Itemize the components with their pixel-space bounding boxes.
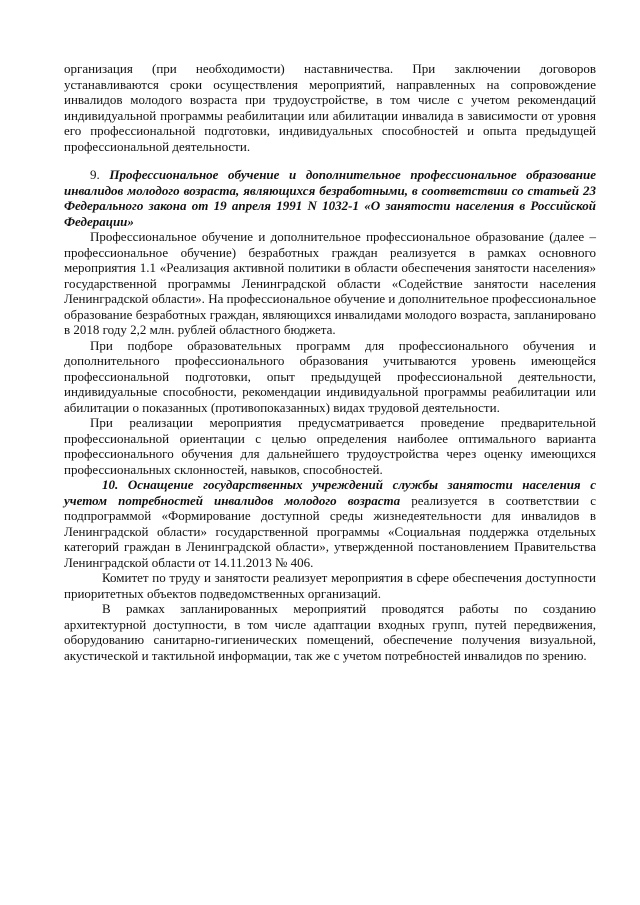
section-9-heading <box>64 167 596 229</box>
section-9-paragraph-3: При реализации мероприятия предусматривается проведение предварительной профессиональной ориентации с целью определения наиболее оптимального варианта профессионального обучения для дальнейшего трудоустройства через оценку имеющихся профессиональных склонностей, навыков, способностей. <box>64 415 596 477</box>
section-10-text: реализуется в соответствии с подпрограммой «Формирование доступной среды жизнедеятельности для инвалидов в Ленинградской области» государственной программы «Социальная поддержка отдельных категорий граждан в Ленинградской области», утвержденной постановлением Правительства Ленинградской области от 14.11.2013 № 406. <box>64 492 596 570</box>
section-9-number: 9. <box>90 167 100 182</box>
paragraph-continuation: организация (при необходимости) наставничества. При заключении договоров устанавливаются сроки осуществления мероприятий, направленных на сопровождение инвалидов молодого возраста при трудоустройстве, в том числе с учетом рекомендаций индивидуальной программы реабилитации или абилитации инвалида в зависимости от уровня его профессиональной подготовки, индивидуальных способностей и опыта предыдущей профессиональной деятельности. <box>64 61 596 154</box>
section-10-paragraph-2: Комитет по труду и занятости реализует мероприятия в сфере обеспечения доступности приоритетных объектов подведомственных организаций. <box>64 570 596 601</box>
section-10-paragraph <box>64 477 596 570</box>
section-9-paragraph-1: Профессиональное обучение и дополнительное профессиональное образование (далее – профессиональное обучение) безработных граждан реализуется в рамках основного мероприятия 1.1 «Реализация активной политики в области обеспечения занятости населения» государственной программы Ленинградской области «Содействие занятости населения Ленинградской области». На профессиональное обучение и дополнительное профессиональное образование безработных граждан, являющихся инвалидами молодого возраста, запланировано в 2018 году 2,2 млн. рублей областного бюджета. <box>64 229 596 337</box>
section-9-paragraph-2: При подборе образовательных программ для профессионального обучения и дополнительного профессионального образования учитываются уровень имеющейся профессиональной подготовки, опыт предыдущей профессиональной деятельности, индивидуальные способности, рекомендации индивидуальной программы реабилитации или абилитации о показанных (противопоказанных) видах трудовой деятельности. <box>64 337 596 415</box>
section-10-number: 10. <box>102 477 119 492</box>
section-10-title: Оснащение государственных учреждений службы занятости населения с учетом потребностей инвалидов молодого возраста <box>64 477 596 508</box>
section-10-paragraph-3: В рамках запланированных мероприятий проводятся работы по созданию архитектурной доступности, в том числе адаптации входных групп, путей передвижения, оборудованию санитарно-гигиенических помещений, обеспечение получения визуальной, акустической и тактильной информации, так же с учетом потребностей инвалидов по зрению. <box>64 601 596 663</box>
section-9-title: Профессиональное обучение и дополнительное профессиональное образование инвалидов молодого возраста, являющихся безработными, в соответствии со статьей 23 Федерального закона от 19 апреля 1991 N 1032-1 «О занятости населения в Российской Федерации» <box>64 167 596 229</box>
